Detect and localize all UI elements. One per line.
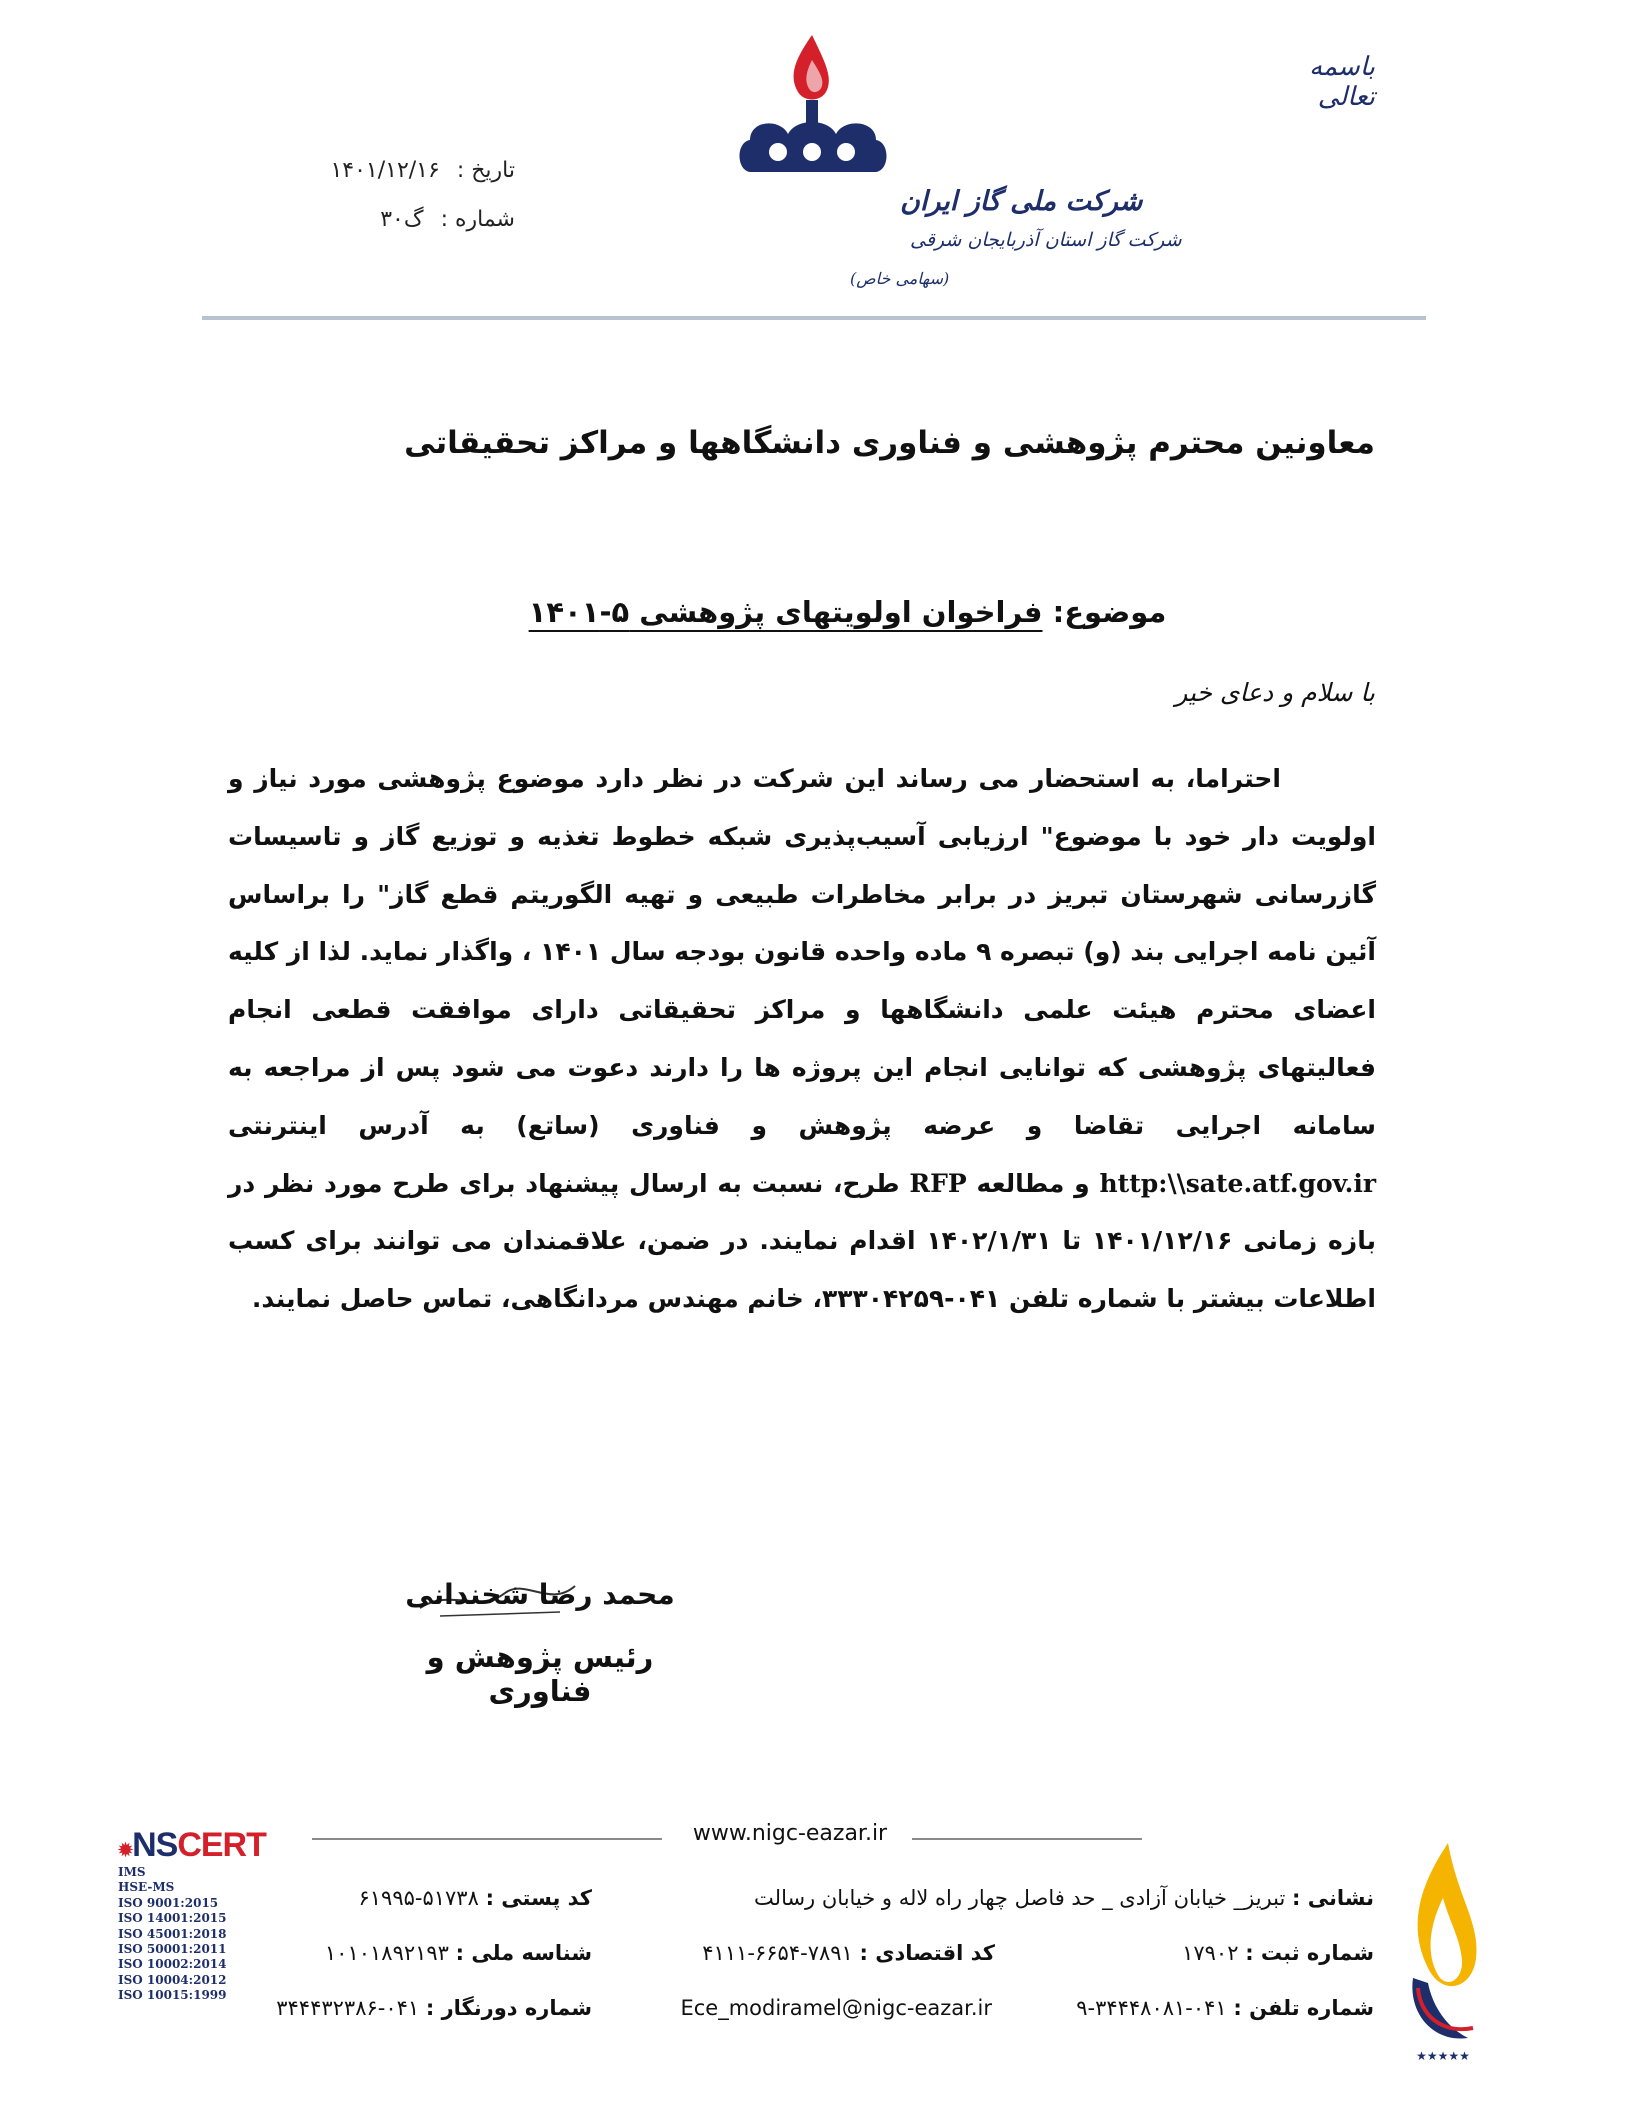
address-value: تبریز_ خیابان آزادی _ حد فاصل چهار راه لاله و خیابان رسالت <box>754 1886 1286 1910</box>
phone-field <box>1076 1996 1374 2020</box>
number-label: شماره : <box>440 207 515 232</box>
address-label: نشانی : <box>1292 1886 1374 1910</box>
postal-field <box>358 1886 592 1910</box>
subject-label: موضوع: <box>1052 595 1167 629</box>
subject-text: فراخوان اولویتهای پژوهشی ۵-۱۴۰۱ <box>528 595 1043 629</box>
email-link[interactable]: Ece_modiramel@nigc-eazar.ir <box>680 1996 992 2020</box>
cert-item: ISO 9001:2015 <box>118 1895 219 1910</box>
footer-divider-left <box>312 1838 662 1840</box>
header-divider <box>202 316 1426 320</box>
date-value: ۱۴۰۱/۱۲/۱۶ <box>330 158 440 183</box>
registration-label: شماره ثبت : <box>1245 1941 1374 1965</box>
cert-item: ISO 10004:2012 <box>118 1972 227 1987</box>
postal-value: ۵۱۷۳۸-۶۱۹۹۵ <box>358 1886 479 1910</box>
nscert-suffix: CERT <box>177 1826 266 1864</box>
address-field <box>754 1886 1374 1910</box>
date-label: تاریخ : <box>456 158 515 183</box>
postal-label: کد پستی : <box>485 1886 592 1910</box>
body-paragraph <box>228 750 1376 1328</box>
nscert-block <box>118 1826 266 2004</box>
signatory-name: محمد رضا شخندانی <box>405 1578 675 1611</box>
rfp-term: RFP <box>909 1168 967 1198</box>
body-part-2: و مطالعه <box>976 1168 1090 1198</box>
letter-body <box>228 750 1376 1328</box>
signatory-title: رئیس پژوهش و فناوری <box>426 1640 654 1708</box>
website-link[interactable]: www.nigc-eazar.ir <box>692 1821 888 1846</box>
logo-company-line3: (سهامی خاص) <box>850 269 950 288</box>
cert-item: ISO 45001:2018 <box>118 1926 227 1941</box>
logo-company-line2: شرکت گاز استان آذربایجان شرقی <box>910 229 1182 251</box>
national-id-label: شناسه ملی : <box>455 1941 592 1965</box>
invocation-text: باسمه تعالی <box>1309 52 1375 112</box>
iso-list <box>118 1865 248 2004</box>
fax-label: شماره دورنگار : <box>425 1996 592 2020</box>
number-line <box>300 207 515 232</box>
nscert-prefix: NS <box>132 1826 178 1864</box>
greeting-text: با سلام و دعای خیر <box>1175 678 1375 707</box>
registration-field <box>1182 1941 1374 1965</box>
national-id-value: ۱۰۱۰۱۸۹۲۱۹۳ <box>324 1941 449 1965</box>
phone-value: ۰۴۱-۳۴۴۴۸۰۸۱-۹ <box>1076 1996 1227 2020</box>
nscert-logo <box>118 1826 266 1865</box>
cert-item: ISO 50001:2011 <box>118 1942 227 1957</box>
fax-field <box>276 1996 592 2020</box>
recipient-heading: معاونین محترم پژوهشی و فناوری دانشگاهها و مراکز تحقیقاتی <box>404 425 1375 461</box>
phone-label: شماره تلفن : <box>1233 1996 1374 2020</box>
subject-line <box>320 595 1375 629</box>
economic-code-field <box>702 1941 995 1965</box>
national-id-field <box>325 1941 592 1965</box>
economic-code-label: کد اقتصادی : <box>859 1941 995 1965</box>
cert-item: ISO 10015:1999 <box>118 1988 227 2003</box>
maple-leaf-icon: ✹ <box>118 1840 133 1860</box>
sate-url: http:\\sate.atf.gov.ir <box>1099 1168 1377 1198</box>
fax-value: ۰۴۱-۳۴۴۴۳۲۳۸۶ <box>276 1996 420 2020</box>
body-part-1: احتراما، به استحضار می رساند این شرکت در نظر دارد موضوع پژوهشی مورد نیاز و اولویت دار خود با موضوع" ارزیابی آسیب‌پذیری شبکه خطوط تغذیه و توزیع گاز و تاسیسات گازرسانی شهرستان تبریز در برابر مخاطرات طبیعی و تهیه الگوریتم قطع گاز" را براساس آئین نامه اجرایی بند (و) تبصره ۹ ماده واحده قانون بودجه سال ۱۴۰۱ ، واگذار نماید. لذا از کلیه اعضای محترم هیئت علمی دانشگاهها و مراکز تحقیقاتی دارای موافقت قطعی انجام فعالیتهای پژوهشی که توانایی انجام این پروژه ها را دارند دعوت می شود پس از مراجعه به سامانه اجرایی تقاضا و عرضه پژوهش و فناوری (ساتع) به آدرس اینترنتی <box>228 764 1376 1140</box>
svg-text:★★★★★: ★★★★★ <box>1416 2049 1470 2063</box>
cert-item: ISO 14001:2015 <box>118 1911 227 1926</box>
cert-item: HSE-MS <box>118 1880 175 1895</box>
footer-divider-right <box>912 1838 1142 1840</box>
logo-company-line1: شرکت ملی گاز ایران <box>900 186 1143 217</box>
company-logo <box>700 30 1182 310</box>
body-part-3: طرح، نسبت به ارسال پیشنهاد برای طرح مورد نظر در بازه زمانی ۱۴۰۱/۱۲/۱۶ تا ۱۴۰۲/۱/۳۱ اقدام نمایند. در ضمن، علاقمندان می توانند برای کسب اطلاعات بیشتر با شماره تلفن ۰۴۱-۳۳۳۰۴۲۵۹، خانم مهندس مردانگاهی، تماس حاصل نمایند. <box>228 1168 1376 1314</box>
registration-value: ۱۷۹۰۲ <box>1182 1941 1239 1965</box>
economic-code-value: ۷۸۹۱-۶۶۵۴-۴۱۱۱ <box>702 1941 853 1965</box>
date-line <box>300 158 515 183</box>
flame-emblem-icon <box>1388 1838 1498 2068</box>
cert-item: ISO 10002:2014 <box>118 1957 227 1972</box>
cert-item: IMS <box>118 1865 146 1879</box>
number-value: گ۳۰ <box>380 207 424 232</box>
